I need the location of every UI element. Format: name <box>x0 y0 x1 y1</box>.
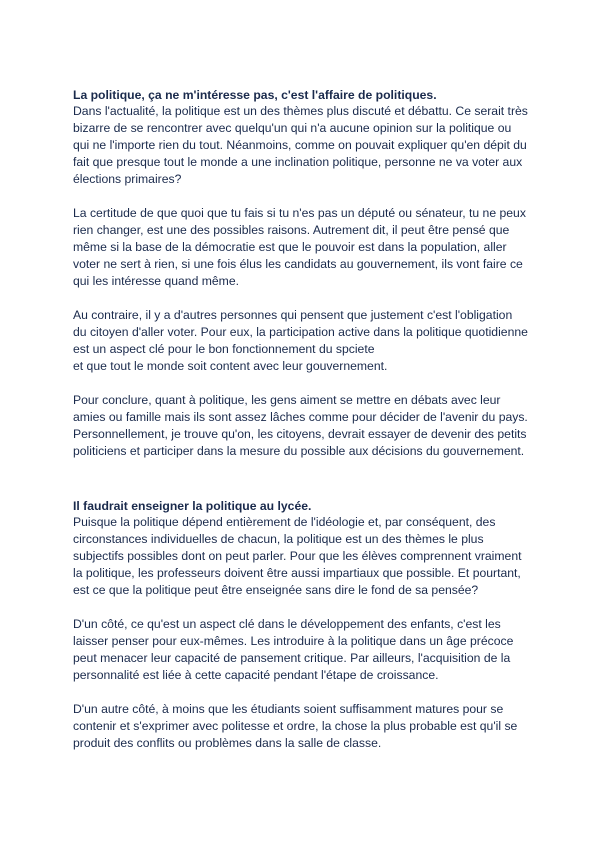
paragraph: D'un côté, ce qu'est un aspect clé dans le développement des enfants, c'est les laisser penser pour eux-mêmes. Les introduire à la politique dans un âge précoce peut menacer leur capacité de pansement critique. Par ailleurs, l'acquisition de la personnalité est liée à cette capacité pendant l'étape de croissance. <box>73 617 514 682</box>
paragraph: Pour conclure, quant à politique, les gens aiment se mettre en débats avec leur amies ou famille mais ils sont assez lâches comme pour décider de l'avenir du pays. Personnellement, je trouve qu'on, les citoyens, devrait essayer de devenir des petits politiciens et participer dans la mesure du possible aux décisions du gouvernement. <box>73 393 528 458</box>
paragraph: Puisque la politique dépend entièrement de l'idéologie et, par conséquent, des circonstances individuelles de chacun, la politique est un des thèmes le plus subjectifs possibles dont on peut parler. Pour que les élèves comprennent vraiment la politique, les professeurs doivent être aussi impartiaux que possible. Et pourtant, est ce que la politique peut être enseignée sans dire le fond de sa pensée? <box>73 515 522 597</box>
essay-section-politics-school <box>73 498 580 752</box>
section-heading: La politique, ça ne m'intéresse pas, c'est l'affaire de politiques. <box>73 88 437 102</box>
paragraph: Dans l'actualité, la politique est un des thèmes plus discuté et débattu. Ce serait très bizarre de se rencontrer avec quelqu'un qui n'a aucune opinion sur la politique ou qui ne l'importe rien du tout. Néanmoins, comme on pouvait expliquer qu'en dépit du fait que presque tout le monde a une inclination politique, personne ne va voter aux élections primaires? <box>73 104 528 186</box>
paragraph: La certitude de que quoi que tu fais si tu n'es pas un député ou sénateur, tu ne peux rien changer, est une des possibles raisons. Autrement dit, il peut être pensé que même si la base de la démocratie est que le pouvoir est dans la population, aller voter ne sert à rien, si une fois élus les candidats au gouvernement, ils vont faire ce qui les intéresse quand même. <box>73 206 526 288</box>
paragraph: Au contraire, il y a d'autres personnes qui pensent que justement c'est l'obligation du citoyen d'aller voter. Pour eux, la participation active dans la politique quotidienne est un aspect clé pour le bon fonctionnement du spciete et que tout le monde soit content avec leur gouvernement. <box>73 308 528 373</box>
essay-section-politics-interest <box>73 87 580 460</box>
section-heading: Il faudrait enseigner la politique au lycée. <box>73 499 312 513</box>
paragraph: D'un autre côté, à moins que les étudiants soient suffisamment matures pour se contenir et s'exprimer avec politesse et ordre, la chose la plus probable est qu'il se produit des conflits ou problèmes dans la salle de classe. <box>73 702 518 750</box>
